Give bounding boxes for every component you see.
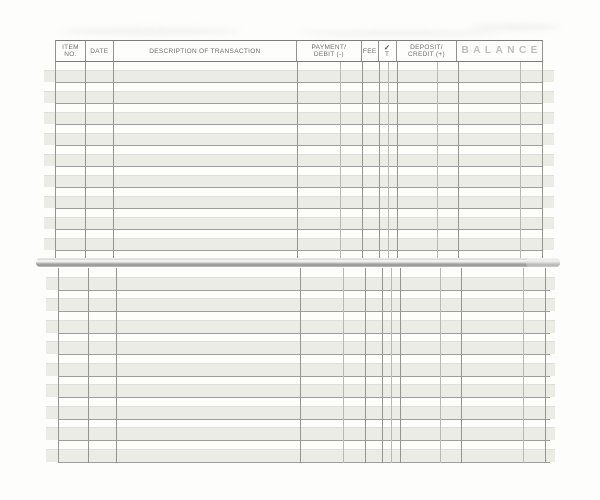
row-shading-band (46, 277, 555, 290)
register-row (55, 188, 543, 209)
register-rows-top (55, 62, 543, 251)
register-table-top (55, 40, 543, 62)
register-row (58, 355, 550, 377)
register-row (55, 146, 543, 167)
center-fold-rod (36, 258, 560, 267)
register-row (58, 377, 550, 399)
row-shading-band (44, 112, 554, 124)
register-row (55, 167, 543, 188)
register-row (55, 104, 543, 125)
register-row (58, 420, 550, 442)
row-shading-band (44, 70, 554, 82)
row-shading-band (46, 341, 555, 354)
register-row (58, 334, 550, 356)
row-shading-band (46, 427, 555, 440)
col-header-item-no: ITEM NO. (56, 41, 86, 61)
col-header-deposit-credit: DEPOSIT/ CREDIT (+) (397, 41, 458, 61)
row-shading-band (44, 175, 554, 187)
scan-smudge (470, 24, 560, 30)
register-row (55, 62, 543, 83)
row-shading-band (44, 154, 554, 166)
col-header-date: DATE (86, 41, 114, 61)
register-row (55, 125, 543, 146)
col-header-balance: BALANCE (461, 45, 542, 56)
register-header-row (55, 40, 543, 62)
register-row (55, 230, 543, 251)
scan-smudge (60, 28, 240, 35)
row-shading-band (44, 196, 554, 208)
register-row (58, 269, 550, 291)
row-shading-band (46, 406, 555, 419)
row-shading-band (46, 449, 555, 462)
register-row (58, 291, 550, 313)
row-shading-band (44, 91, 554, 103)
col-header-description: DESCRIPTION OF TRANSACTION (114, 41, 297, 61)
register-row (55, 83, 543, 104)
register-row (55, 209, 543, 230)
row-shading-band (44, 133, 554, 145)
register-rows-bottom (58, 269, 550, 463)
row-shading-band (46, 320, 555, 333)
col-header-payment-debit: PAYMENT/ DEBIT (-) (297, 41, 362, 61)
col-header-check-mark: ✓ T (379, 41, 397, 61)
col-header-fee: FEE (362, 41, 379, 61)
checkmark-icon: ✓ (383, 43, 391, 52)
row-shading-band (44, 217, 554, 229)
register-row (58, 441, 550, 463)
row-shading-band (46, 384, 555, 397)
row-shading-band (46, 298, 555, 311)
row-shading-band (46, 363, 555, 376)
register-row (58, 398, 550, 420)
register-row (58, 312, 550, 334)
scan-smudge (300, 30, 500, 36)
row-shading-band (44, 238, 554, 250)
